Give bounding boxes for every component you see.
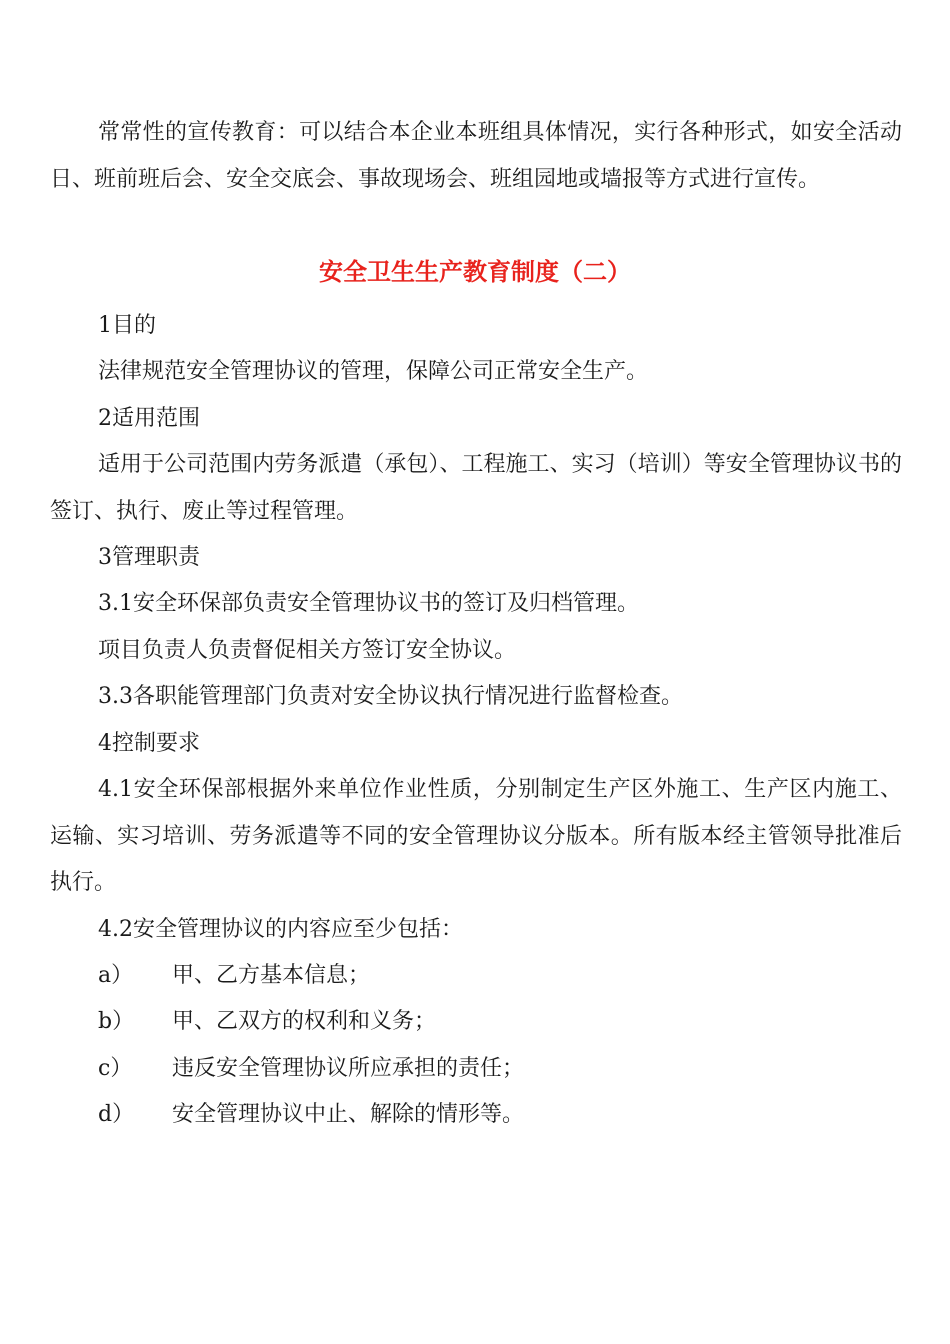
list-item [98, 1092, 524, 1139]
section-3-heading: 3管理职责 [98, 545, 200, 570]
section-3-1: 3.1安全环保部负责安全管理协议书的签订及归档管理。 [98, 591, 639, 616]
list-marker: c） [98, 1056, 133, 1081]
section-2-body: 适用于公司范围内劳务派遣（承包）、工程施工、实习（培训）等安全管理协议书的签订、执行、废止等过程管理。 [50, 452, 902, 524]
section-4-1: 4.1安全环保部根据外来单位作业性质，分别制定生产区外施工、生产区内施工、运输、实习培训、劳务派遣等不同的安全管理协议分版本。所有版本经主管领导批准后执行。 [50, 777, 902, 895]
list-item [98, 999, 436, 1046]
list-text: 违反安全管理协议所应承担的责任； [172, 1056, 525, 1081]
list-marker: d） [98, 1102, 135, 1127]
section-3-2: 项目负责人负责督促相关方签订安全协议。 [98, 638, 517, 663]
list-item [98, 953, 370, 1000]
list-text: 安全管理协议中止、解除的情形等。 [172, 1102, 525, 1127]
document-title: 安全卫生生产教育制度（二） [319, 257, 631, 286]
list-text: 甲、乙方基本信息； [172, 963, 371, 988]
list-marker: a） [98, 963, 134, 988]
intro-paragraph: 常常性的宣传教育：可以结合本企业本班组具体情况，实行各种形式，如安全活动日、班前班后会、安全交底会、事故现场会、班组园地或墙报等方式进行宣传。 [50, 120, 902, 192]
section-1-body: 法律规范安全管理协议的管理，保障公司正常安全生产。 [98, 359, 649, 384]
section-2-heading: 2适用范围 [98, 406, 200, 431]
list-marker: b） [98, 1009, 135, 1034]
section-1-heading: 1目的 [98, 313, 156, 338]
section-4-heading: 4控制要求 [98, 731, 200, 756]
list-text: 甲、乙双方的权利和义务； [172, 1009, 437, 1034]
section-4-2: 4.2安全管理协议的内容应至少包括： [98, 917, 463, 942]
list-item [98, 1046, 524, 1093]
section-3-3: 3.3各职能管理部门负责对安全协议执行情况进行监督检查。 [98, 684, 683, 709]
